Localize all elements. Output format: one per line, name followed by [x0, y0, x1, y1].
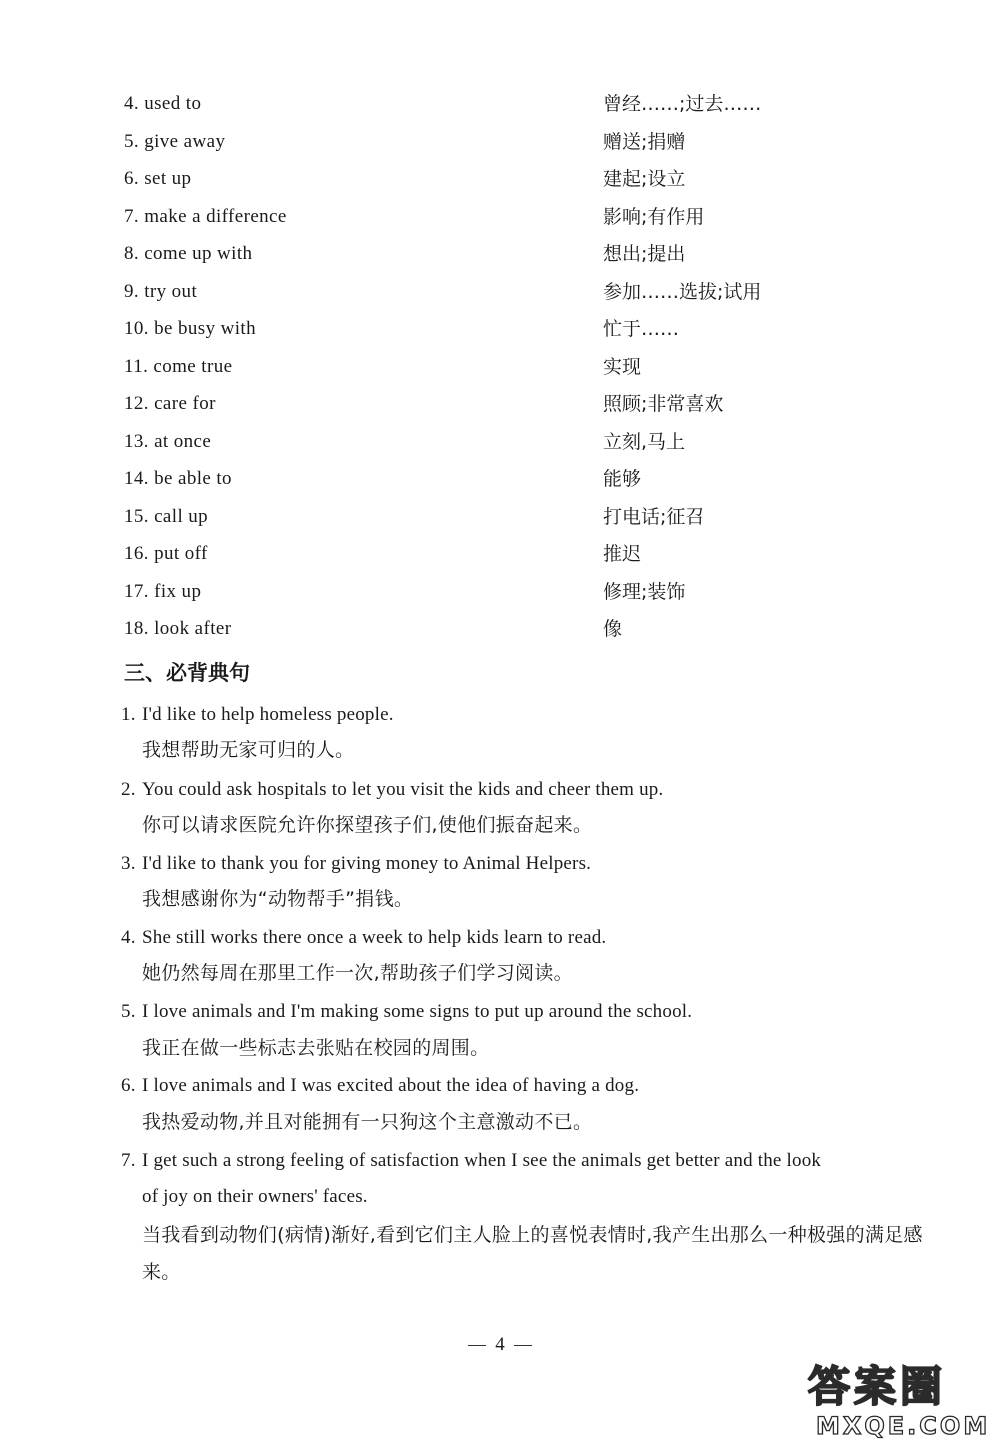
phrase-english: 13. at once: [124, 431, 212, 452]
phrase-row: [0, 502, 1000, 532]
phrase-row: [0, 202, 1000, 232]
sentence-english: [121, 1068, 941, 1104]
sentence-number: 4.: [121, 927, 136, 948]
phrase-row: [0, 127, 1000, 157]
sentence-number: 6.: [121, 1075, 136, 1096]
phrase-english: 18. look after: [124, 618, 232, 639]
sentence-translation: 她仍然每周在那里工作一次,帮助孩子们学习阅读。: [142, 962, 573, 984]
sentence-text: I get such a strong feeling of satisfaction when I see the animals get better and the look: [142, 1150, 822, 1171]
sentence-english: [121, 920, 941, 956]
sentence-text: I'd like to thank you for giving money to Animal Helpers.: [142, 853, 592, 874]
dash-left: [468, 1345, 486, 1346]
phrase-row: [0, 614, 1000, 644]
sentence-translation: 我正在做一些标志去张贴在校园的周围。: [142, 1037, 490, 1059]
phrase-row: [0, 464, 1000, 494]
sentence-translation: 我想帮助无家可归的人。: [142, 739, 355, 761]
phrase-chinese: 曾经……;过去……: [603, 93, 762, 115]
sentence-translation: 当我看到动物们(病情)渐好,看到它们主人脸上的喜悦表情时,我产生出那么一种极强的满足感来。: [142, 1224, 923, 1283]
phrase-chinese: 想出;提出: [603, 243, 686, 265]
sentence-text: You could ask hospitals to let you visit the kids and cheer them up.: [142, 779, 664, 800]
phrase-row: [0, 577, 1000, 607]
phrase-row: [0, 239, 1000, 269]
sentence-number: 7.: [121, 1150, 136, 1171]
phrase-english: 4. used to: [124, 93, 202, 114]
phrase-english: 14. be able to: [124, 468, 232, 489]
page-number: [0, 1331, 1000, 1359]
phrase-row: [0, 352, 1000, 382]
phrase-row: [0, 164, 1000, 194]
phrase-row: [0, 277, 1000, 307]
sentence-number: 1.: [121, 704, 136, 725]
phrase-chinese: 立刻,马上: [603, 431, 686, 453]
sentence-translation: 你可以请求医院允许你探望孩子们,使他们振奋起来。: [142, 814, 593, 836]
sentence-english: [121, 846, 941, 882]
phrase-english: 6. set up: [124, 168, 192, 189]
phrase-row: [0, 89, 1000, 119]
sentence-text: I'd like to help homeless people.: [142, 704, 394, 725]
sentence-translation: 我热爱动物,并且对能拥有一只狗这个主意激动不已。: [142, 1111, 593, 1133]
phrase-row: [0, 427, 1000, 457]
sentence-english: [121, 994, 941, 1030]
sentence-number: 5.: [121, 1001, 136, 1022]
phrase-english: 16. put off: [124, 543, 208, 564]
phrase-chinese: 忙于……: [603, 318, 680, 340]
watermark-url: MXQE.COM: [816, 1412, 991, 1440]
phrase-chinese: 建起;设立: [603, 168, 686, 190]
phrase-english: 5. give away: [124, 131, 226, 152]
sentence-text: I love animals and I'm making some signs to put up around the school.: [142, 1001, 693, 1022]
dash-right: [514, 1345, 532, 1346]
sentence-translation: 我想感谢你为“动物帮手”捐钱。: [142, 888, 414, 910]
phrase-chinese: 照顾;非常喜欢: [603, 393, 724, 415]
sentence-number: 2.: [121, 779, 136, 800]
phrase-english: 10. be busy with: [124, 318, 257, 339]
phrase-row: [0, 389, 1000, 419]
phrase-chinese: 能够: [603, 468, 642, 490]
phrase-chinese: 推迟: [603, 543, 642, 565]
phrase-english: 17. fix up: [124, 581, 202, 602]
phrase-chinese: 实现: [603, 356, 642, 378]
sentence-english: [121, 697, 941, 733]
sentence-text: She still works there once a week to help kids learn to read.: [142, 927, 607, 948]
phrase-row: [0, 539, 1000, 569]
page-number-value: 4: [495, 1334, 505, 1355]
phrase-english: 11. come true: [124, 356, 233, 377]
phrase-english: 8. come up with: [124, 243, 253, 264]
phrase-chinese: 影响;有作用: [603, 206, 705, 228]
phrase-chinese: 赠送;捐赠: [603, 131, 686, 153]
phrase-english: 9. try out: [124, 281, 198, 302]
phrase-chinese: 参加……选拔;试用: [603, 281, 762, 303]
section-heading: 三、必背典句: [124, 661, 250, 685]
phrase-chinese: 打电话;征召: [603, 506, 705, 528]
sentence-text: I love animals and I was excited about the idea of having a dog.: [142, 1075, 640, 1096]
watermark-text: 答案圈: [808, 1362, 947, 1411]
phrase-chinese: 修理;装饰: [603, 581, 686, 603]
phrase-english: 7. make a difference: [124, 206, 287, 227]
sentence-english: [121, 772, 941, 808]
sentence-text-continued: of joy on their owners' faces.: [142, 1186, 368, 1207]
phrase-chinese: 像: [603, 618, 623, 640]
phrase-row: [0, 314, 1000, 344]
phrase-english: 15. call up: [124, 506, 209, 527]
phrase-english: 12. care for: [124, 393, 216, 414]
sentence-english: [121, 1143, 941, 1215]
watermark-logo: [808, 1362, 991, 1442]
sentence-number: 3.: [121, 853, 136, 874]
